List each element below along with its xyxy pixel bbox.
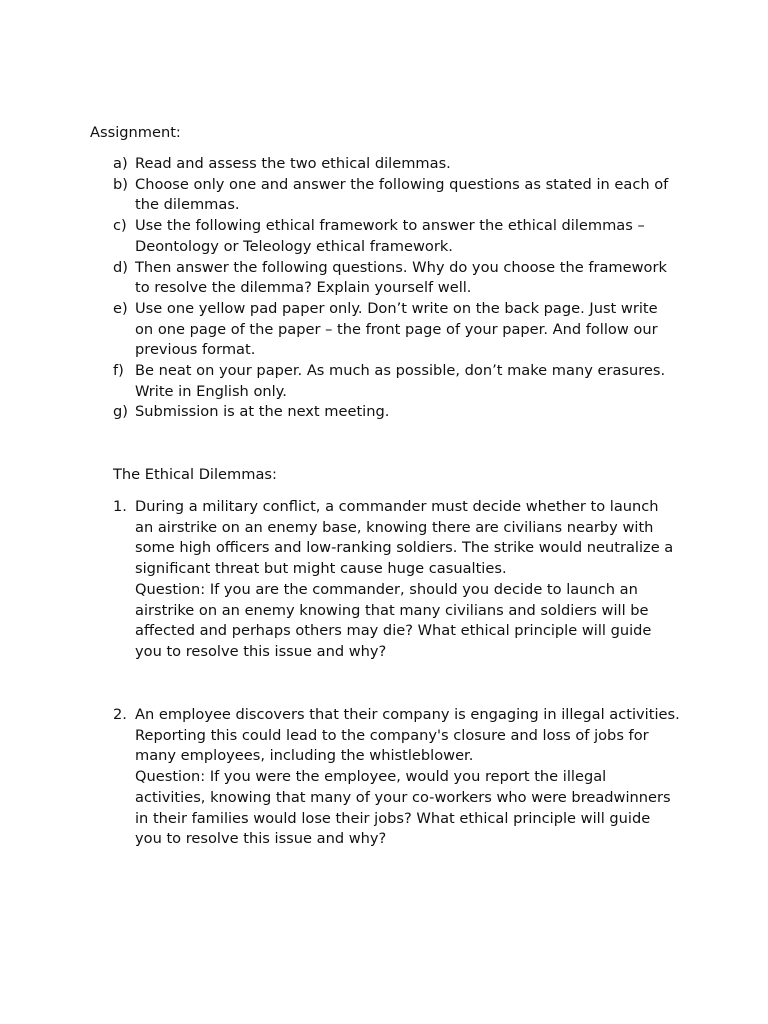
list-marker: f) — [113, 362, 124, 380]
list-item-text: Be neat on your paper. As much as possible, don’t make many erasures. Write in English only. — [135, 362, 666, 400]
list-item-f — [0, 361, 680, 402]
dilemma-item-2 — [0, 705, 680, 850]
dilemma-list-1 — [0, 497, 768, 663]
list-item-e — [0, 299, 680, 361]
list-marker: d) — [113, 258, 128, 276]
dilemma-question: Question: If you were the employee, would you report the illegal activities, knowing that many of your co-workers who were breadwinners in their families would lose their jobs? What ethical principle will guide you to resolve this issue and why? — [135, 768, 671, 848]
list-item-d — [0, 258, 680, 299]
assignment-heading: Assignment: — [90, 124, 181, 141]
list-item-text: Submission is at the next meeting. — [135, 403, 390, 421]
list-item-text: Use one yellow pad paper only. Don’t write on the back page. Just write on one page of the paper – the front page of your paper. And follow our previous format. — [135, 299, 658, 359]
list-item-a — [0, 154, 680, 175]
list-marker: a) — [113, 155, 128, 172]
dilemma-text: During a military conflict, a commander must decide whether to launch an airstrike on an enemy base, knowing there are civilians nearby with some high officers and low-ranking soldiers. The strike would neutralize a significant threat but might cause huge casualties. — [135, 498, 674, 578]
dilemma-text: An employee discovers that their company is engaging in illegal activities. Reporting this could lead to the company's closure and loss of jobs for many employees, including the whistleblower. — [135, 706, 680, 765]
dilemma-question: Question: If you are the commander, should you decide to launch an airstrike on an enemy knowing that many civilians and soldiers will be affected and perhaps others may die? What ethical principle will guide you to resolve this issue and why? — [135, 580, 652, 660]
dilemma-number: 2. — [113, 706, 127, 723]
list-item-b — [0, 175, 680, 216]
dilemmas-title: The Ethical Dilemmas: — [113, 466, 277, 483]
dilemma-number: 1. — [113, 498, 127, 515]
dilemma-list-2 — [0, 705, 768, 850]
list-item-text: Then answer the following questions. Why do you choose the framework to resolve the dilemma? Explain yourself well. — [135, 258, 667, 297]
list-marker: c) — [113, 217, 127, 235]
assignment-list — [0, 154, 768, 423]
list-item-g — [0, 402, 680, 423]
list-item-c — [0, 216, 680, 257]
list-marker: b) — [113, 175, 128, 193]
list-item-text: Read and assess the two ethical dilemmas. — [135, 155, 451, 172]
dilemma-item-1 — [0, 497, 680, 663]
list-marker: e) — [113, 299, 128, 317]
list-item-text: Choose only one and answer the following questions as stated in each of the dilemmas. — [135, 175, 669, 214]
list-item-text: Use the following ethical framework to answer the ethical dilemmas – Deontology or Teleology ethical framework. — [135, 217, 645, 255]
list-marker: g) — [113, 403, 128, 421]
